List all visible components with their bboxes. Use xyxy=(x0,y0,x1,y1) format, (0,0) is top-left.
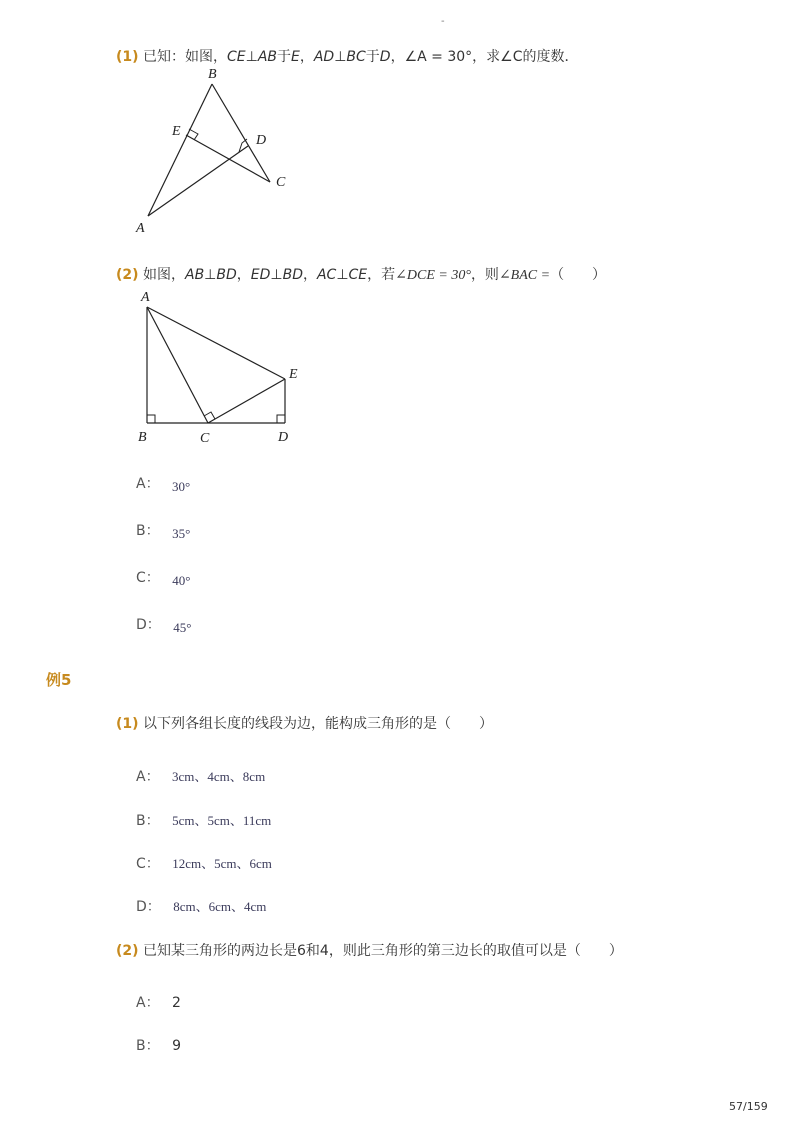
option-d[interactable] xyxy=(136,896,266,916)
option-letter: A： xyxy=(136,476,160,492)
question-1 xyxy=(116,46,578,66)
given-angle: ∠DCE = 30° xyxy=(395,268,471,283)
label-b: B xyxy=(138,430,147,445)
right-angle-mark-b xyxy=(147,415,155,423)
option-letter: A： xyxy=(136,769,160,785)
text-ruo: ，若 xyxy=(367,267,396,283)
option-c[interactable] xyxy=(136,567,190,587)
header-mark: - xyxy=(441,16,445,27)
option-a[interactable] xyxy=(136,473,190,493)
label-c: C xyxy=(276,175,286,190)
separator: ， xyxy=(302,267,317,283)
option-b[interactable] xyxy=(136,1035,181,1055)
option-value: 35° xyxy=(172,526,191,541)
text-ze: ，则 xyxy=(470,267,499,283)
label-d: D xyxy=(256,133,267,148)
question-number: (1) xyxy=(116,716,139,732)
label-b: B xyxy=(208,67,217,82)
right-angle-mark-e xyxy=(189,129,198,140)
option-value: 9 xyxy=(172,1038,181,1054)
angle-a: ∠A = 30° xyxy=(404,49,473,65)
label-a: A xyxy=(136,221,145,236)
option-a[interactable] xyxy=(136,766,265,786)
option-b[interactable] xyxy=(136,520,190,540)
question-text: 已知某三角形的两边长是6和4，则此三角形的第三边长的取值可以是（ ） xyxy=(143,943,623,959)
point-e: E xyxy=(291,49,300,65)
triangle-figure-2 xyxy=(128,286,308,451)
question-2 xyxy=(116,264,606,284)
example-title: 例5 xyxy=(46,671,72,689)
segment-ad xyxy=(148,146,248,216)
option-value: 40° xyxy=(172,573,191,588)
label-a: A xyxy=(141,290,150,305)
example5-question-1 xyxy=(116,713,493,733)
segment-ae xyxy=(147,307,285,379)
separator: ， xyxy=(299,49,314,65)
option-letter: A： xyxy=(136,995,160,1011)
label-e: E xyxy=(289,367,298,382)
option-value: 12cm、5cm、6cm xyxy=(172,856,272,871)
right-angle-mark-d xyxy=(277,415,285,423)
segment-ce xyxy=(208,379,285,423)
question-ask: ，求∠C的度数． xyxy=(472,49,579,65)
condition-ab-bd: AB⊥BD xyxy=(185,267,237,283)
option-letter: B： xyxy=(136,523,160,539)
option-letter: D： xyxy=(136,617,161,633)
target-angle: ∠BAC = xyxy=(498,268,551,283)
option-value: 3cm、4cm、8cm xyxy=(172,769,266,784)
option-value: 8cm、6cm、4cm xyxy=(173,899,267,914)
example5-question-2 xyxy=(116,940,623,960)
question-text: 以下列各组长度的线段为边，能构成三角形的是（ ） xyxy=(143,716,493,732)
condition-ac-ce: AC⊥CE xyxy=(316,267,368,283)
triangle-figure-1 xyxy=(128,64,298,239)
segment-ac xyxy=(147,307,208,423)
option-value: 5cm、5cm、11cm xyxy=(172,813,272,828)
page-number: 57/159 xyxy=(729,1100,768,1113)
option-value: 30° xyxy=(172,479,191,494)
separator: ， xyxy=(236,267,251,283)
option-letter: B： xyxy=(136,1038,160,1054)
option-value: 45° xyxy=(173,620,192,635)
option-c[interactable] xyxy=(136,853,272,873)
option-a[interactable] xyxy=(136,992,181,1012)
label-d: D xyxy=(278,430,289,445)
option-d[interactable] xyxy=(136,614,191,634)
answer-paren: （ ） xyxy=(550,267,607,283)
option-b[interactable] xyxy=(136,810,271,830)
option-value: 2 xyxy=(172,995,181,1011)
condition-ed-bd: ED⊥BD xyxy=(250,267,303,283)
question-number: (1) xyxy=(116,49,139,65)
condition-ce-ab: CE⊥AB xyxy=(227,49,277,65)
condition-ad-bc: AD⊥BC xyxy=(313,49,366,65)
label-e: E xyxy=(172,124,181,139)
point-d: D xyxy=(379,49,391,65)
question-prefix: 如图， xyxy=(143,267,185,283)
label-c: C xyxy=(200,431,210,446)
question-number: (2) xyxy=(116,267,139,283)
separator: ， xyxy=(390,49,405,65)
question-number: (2) xyxy=(116,943,139,959)
side-ab xyxy=(148,84,212,216)
option-letter: C： xyxy=(136,856,160,872)
option-letter: B： xyxy=(136,813,160,829)
text-yu: 于 xyxy=(365,49,380,65)
text-yu: 于 xyxy=(277,49,291,65)
option-letter: C： xyxy=(136,570,160,586)
option-letter: D： xyxy=(136,899,161,915)
question-prefix: 已知：如图， xyxy=(143,49,227,65)
